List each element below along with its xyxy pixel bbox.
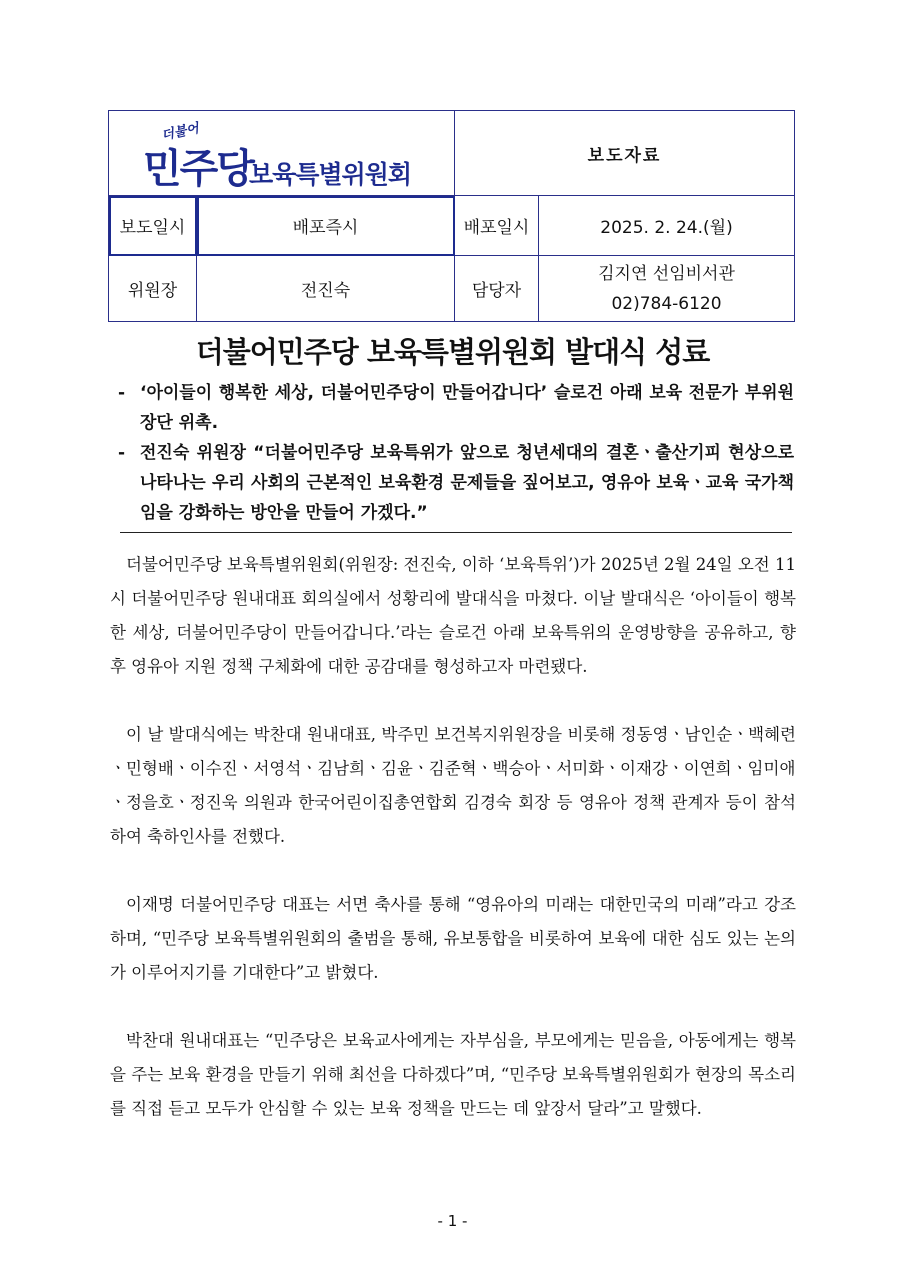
logo-cell [109,111,455,196]
logo-main-text: 민주당 [143,146,253,192]
logo-small-text: 더불어 [160,121,201,144]
header-table [108,110,795,322]
party-logo [109,111,454,195]
bullet-dash: - [118,443,126,463]
summary-bullets [118,378,794,528]
logo-committee-text: 보육특별위원회 [249,160,412,189]
distribution-date-value: 2025. 2. 24.(월) [539,196,795,256]
press-release-title: 보도자료 [455,111,795,196]
bullet-dash: - [118,383,126,403]
distribution-date-label: 배포일시 [455,196,539,256]
contact-value [539,256,795,322]
summary-bullet [118,378,794,438]
bullet-text: 전진숙 위원장 “더불어민주당 보육특위가 앞으로 청년세대의 결혼ㆍ출산기피 현상으로 나타나는 우리 사회의 근본적인 보육환경 문제들을 짚어보고, 영유아 보육ㆍ교육 국가책임을 강화하는 방안을 만들어 가겠다.” [140,443,794,523]
body-paragraph: 이재명 더불어민주당 대표는 서면 축사를 통해 “영유아의 미래는 대한민국의 미래”라고 강조하며, “민주당 보육특별위원회의 출범을 통해, 유보통합을 비롯하여 보육에 대한 심도 있는 논의가 이루어지기를 기대한다”고 밝혔다. [110,895,796,982]
release-time-value: 배포즉시 [197,196,455,256]
article-body [110,548,796,1160]
divider [120,532,792,533]
chair-value: 전진숙 [197,256,455,322]
headline: 더불어민주당 보육특별위원회 발대식 성료 [195,335,710,369]
body-paragraph: 박찬대 원내대표는 “민주당은 보육교사에게는 자부심을, 부모에게는 믿음을, 아동에게는 행복을 주는 보육 환경을 만들기 위해 최선을 다하겠다”며, “민주당 보육특별위원회가 현장의 목소리를 직접 듣고 모두가 안심할 수 있는 보육 정책을 만드는 데 앞장서 달라”고 말했다. [110,1031,796,1118]
contact-phone: 02)784-6120 [611,293,722,314]
contact-name: 김지연 선임비서관 [598,263,735,284]
release-time-label: 보도일시 [109,196,197,256]
summary-bullet [118,438,794,528]
body-paragraph: 더불어민주당 보육특별위원회(위원장: 전진숙, 이하 ‘보육특위’)가 2025년 2월 24일 오전 11시 더불어민주당 원내대표 회의실에서 성황리에 발대식을 마쳤다. 이날 발대식은 ‘아이들이 행복한 세상, 더불어민주당이 만들어갑니다.’라는 슬로건 아래 보육특위의 운영방향을 공유하고, 향후 영유아 지원 정책 구체화에 대한 공감대를 형성하고자 마련됐다. [110,555,796,676]
body-paragraph: 이 날 발대식에는 박찬대 원내대표, 박주민 보건복지위원장을 비롯해 정동영ㆍ남인순ㆍ백혜련ㆍ민형배ㆍ이수진ㆍ서영석ㆍ김남희ㆍ김윤ㆍ김준혁ㆍ백승아ㆍ서미화ㆍ이재강ㆍ이연희ㆍ임미애ㆍ정을호ㆍ정진욱 의원과 한국어린이집총연합회 김경숙 회장 등 영유아 정책 관계자 등이 참석하여 축하인사를 전했다. [110,725,796,846]
page-number: - 1 - [437,1212,468,1230]
contact-label: 담당자 [455,256,539,322]
chair-label: 위원장 [109,256,197,322]
bullet-text: ‘아이들이 행복한 세상, 더불어민주당이 만들어갑니다’ 슬로건 아래 보육 전문가 부위원장단 위촉. [140,383,794,433]
